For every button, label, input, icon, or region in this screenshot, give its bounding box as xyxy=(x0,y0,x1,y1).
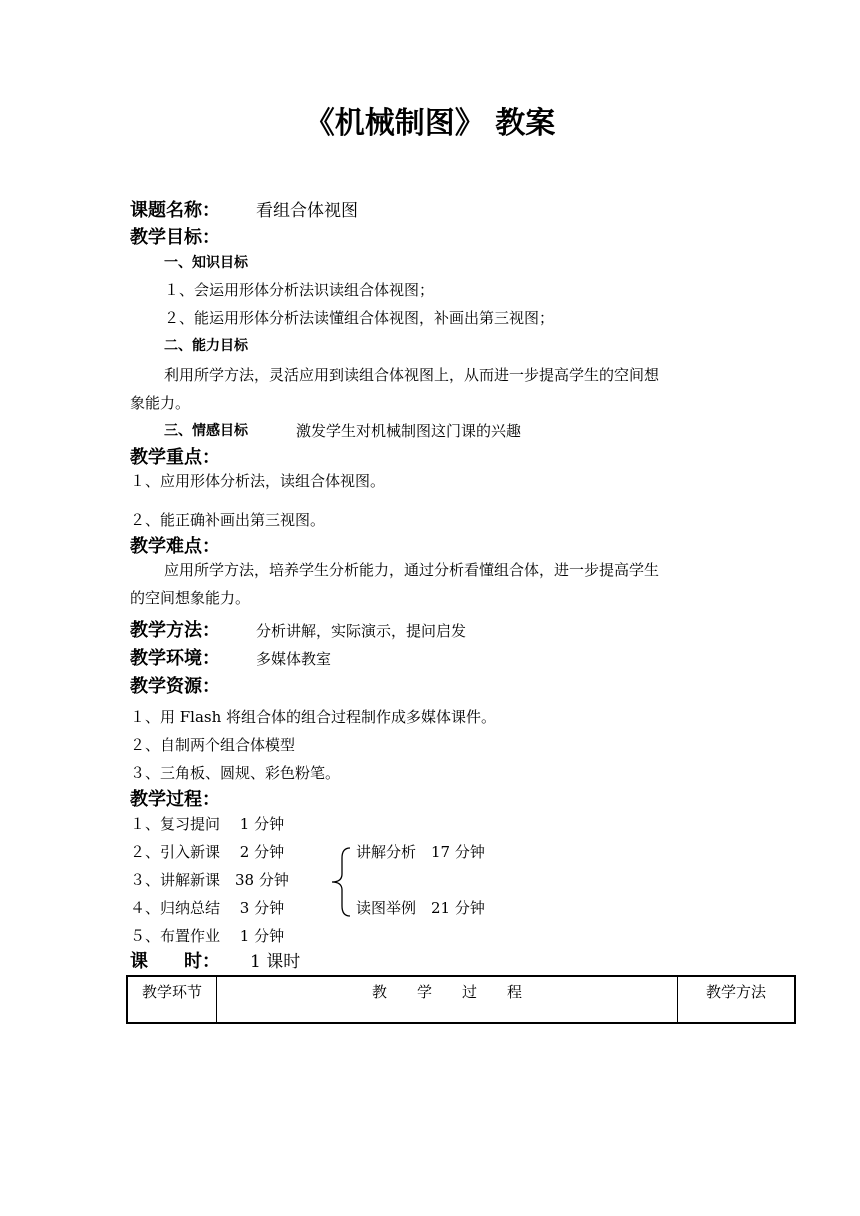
resource-item-1: １、用 Flash 将组合体的组合过程制作成多媒体课件。 xyxy=(130,708,497,726)
objectives-label: 教学目标： xyxy=(130,227,220,248)
process-table xyxy=(126,975,796,1024)
knowledge-objective-title: 一、知识目标 xyxy=(164,255,248,271)
emotion-objective-text: 激发学生对机械制图这门课的兴趣 xyxy=(296,422,522,440)
column-header-stage: 教学环节 xyxy=(127,976,217,1023)
class-hours-label: 课 时： xyxy=(130,951,220,972)
emotion-objective-title: 三、情感目标 xyxy=(164,423,248,439)
method-value: 分析讲解，实际演示，提问启发 xyxy=(256,622,467,640)
process-step-3: ３、讲解新课 38 分钟 xyxy=(130,871,289,889)
key-point-1: １、应用形体分析法，读组合体视图。 xyxy=(130,472,386,490)
process-label: 教学过程： xyxy=(130,789,220,810)
topic-value: 看组合体视图 xyxy=(256,201,358,221)
knowledge-item-2: ２、能运用形体分析法读懂组合体视图，补画出第三视图； xyxy=(164,309,555,327)
difficulties-label: 教学难点： xyxy=(130,536,220,557)
key-points-label: 教学重点： xyxy=(130,447,220,468)
method-label: 教学方法： xyxy=(130,620,220,641)
topic-label: 课题名称： xyxy=(130,200,220,221)
ability-text-line-2: 象能力。 xyxy=(130,394,191,412)
column-header-process: 教 学 过 程 xyxy=(217,976,678,1023)
process-step-5: ５、布置作业 1 分钟 xyxy=(130,927,285,945)
sub-step-2: 读图举例 21 分钟 xyxy=(356,899,485,917)
ability-text-line-1: 利用所学方法，灵活应用到读组合体视图上，从而进一步提高学生的空间想 xyxy=(164,366,660,384)
difficulties-line-1: 应用所学方法，培养学生分析能力，通过分析看懂组合体，进一步提高学生 xyxy=(164,561,660,579)
knowledge-item-1: １、会运用形体分析法识读组合体视图； xyxy=(164,281,435,299)
ability-objective-title: 二、能力目标 xyxy=(164,338,248,354)
table-header-row xyxy=(127,976,795,1023)
page-title: 《机械制图》 教案 xyxy=(304,106,556,141)
resources-label: 教学资源： xyxy=(130,676,220,697)
process-step-1: １、复习提问 1 分钟 xyxy=(130,815,285,833)
curly-brace-icon xyxy=(328,846,354,918)
resource-item-2: ２、自制两个组合体模型 xyxy=(130,736,296,754)
resource-item-3: ３、三角板、圆规、彩色粉笔。 xyxy=(130,764,341,782)
key-point-2: ２、能正确补画出第三视图。 xyxy=(130,511,326,529)
environment-label: 教学环境： xyxy=(130,648,220,669)
process-step-4: ４、归纳总结 3 分钟 xyxy=(130,899,285,917)
environment-value: 多媒体教室 xyxy=(256,650,332,668)
class-hours-value: 1 课时 xyxy=(250,952,301,972)
difficulties-line-2: 的空间想象能力。 xyxy=(130,589,251,607)
process-step-2: ２、引入新课 2 分钟 xyxy=(130,843,285,861)
column-header-method: 教学方法 xyxy=(678,976,796,1023)
sub-step-1: 讲解分析 17 分钟 xyxy=(356,843,485,861)
